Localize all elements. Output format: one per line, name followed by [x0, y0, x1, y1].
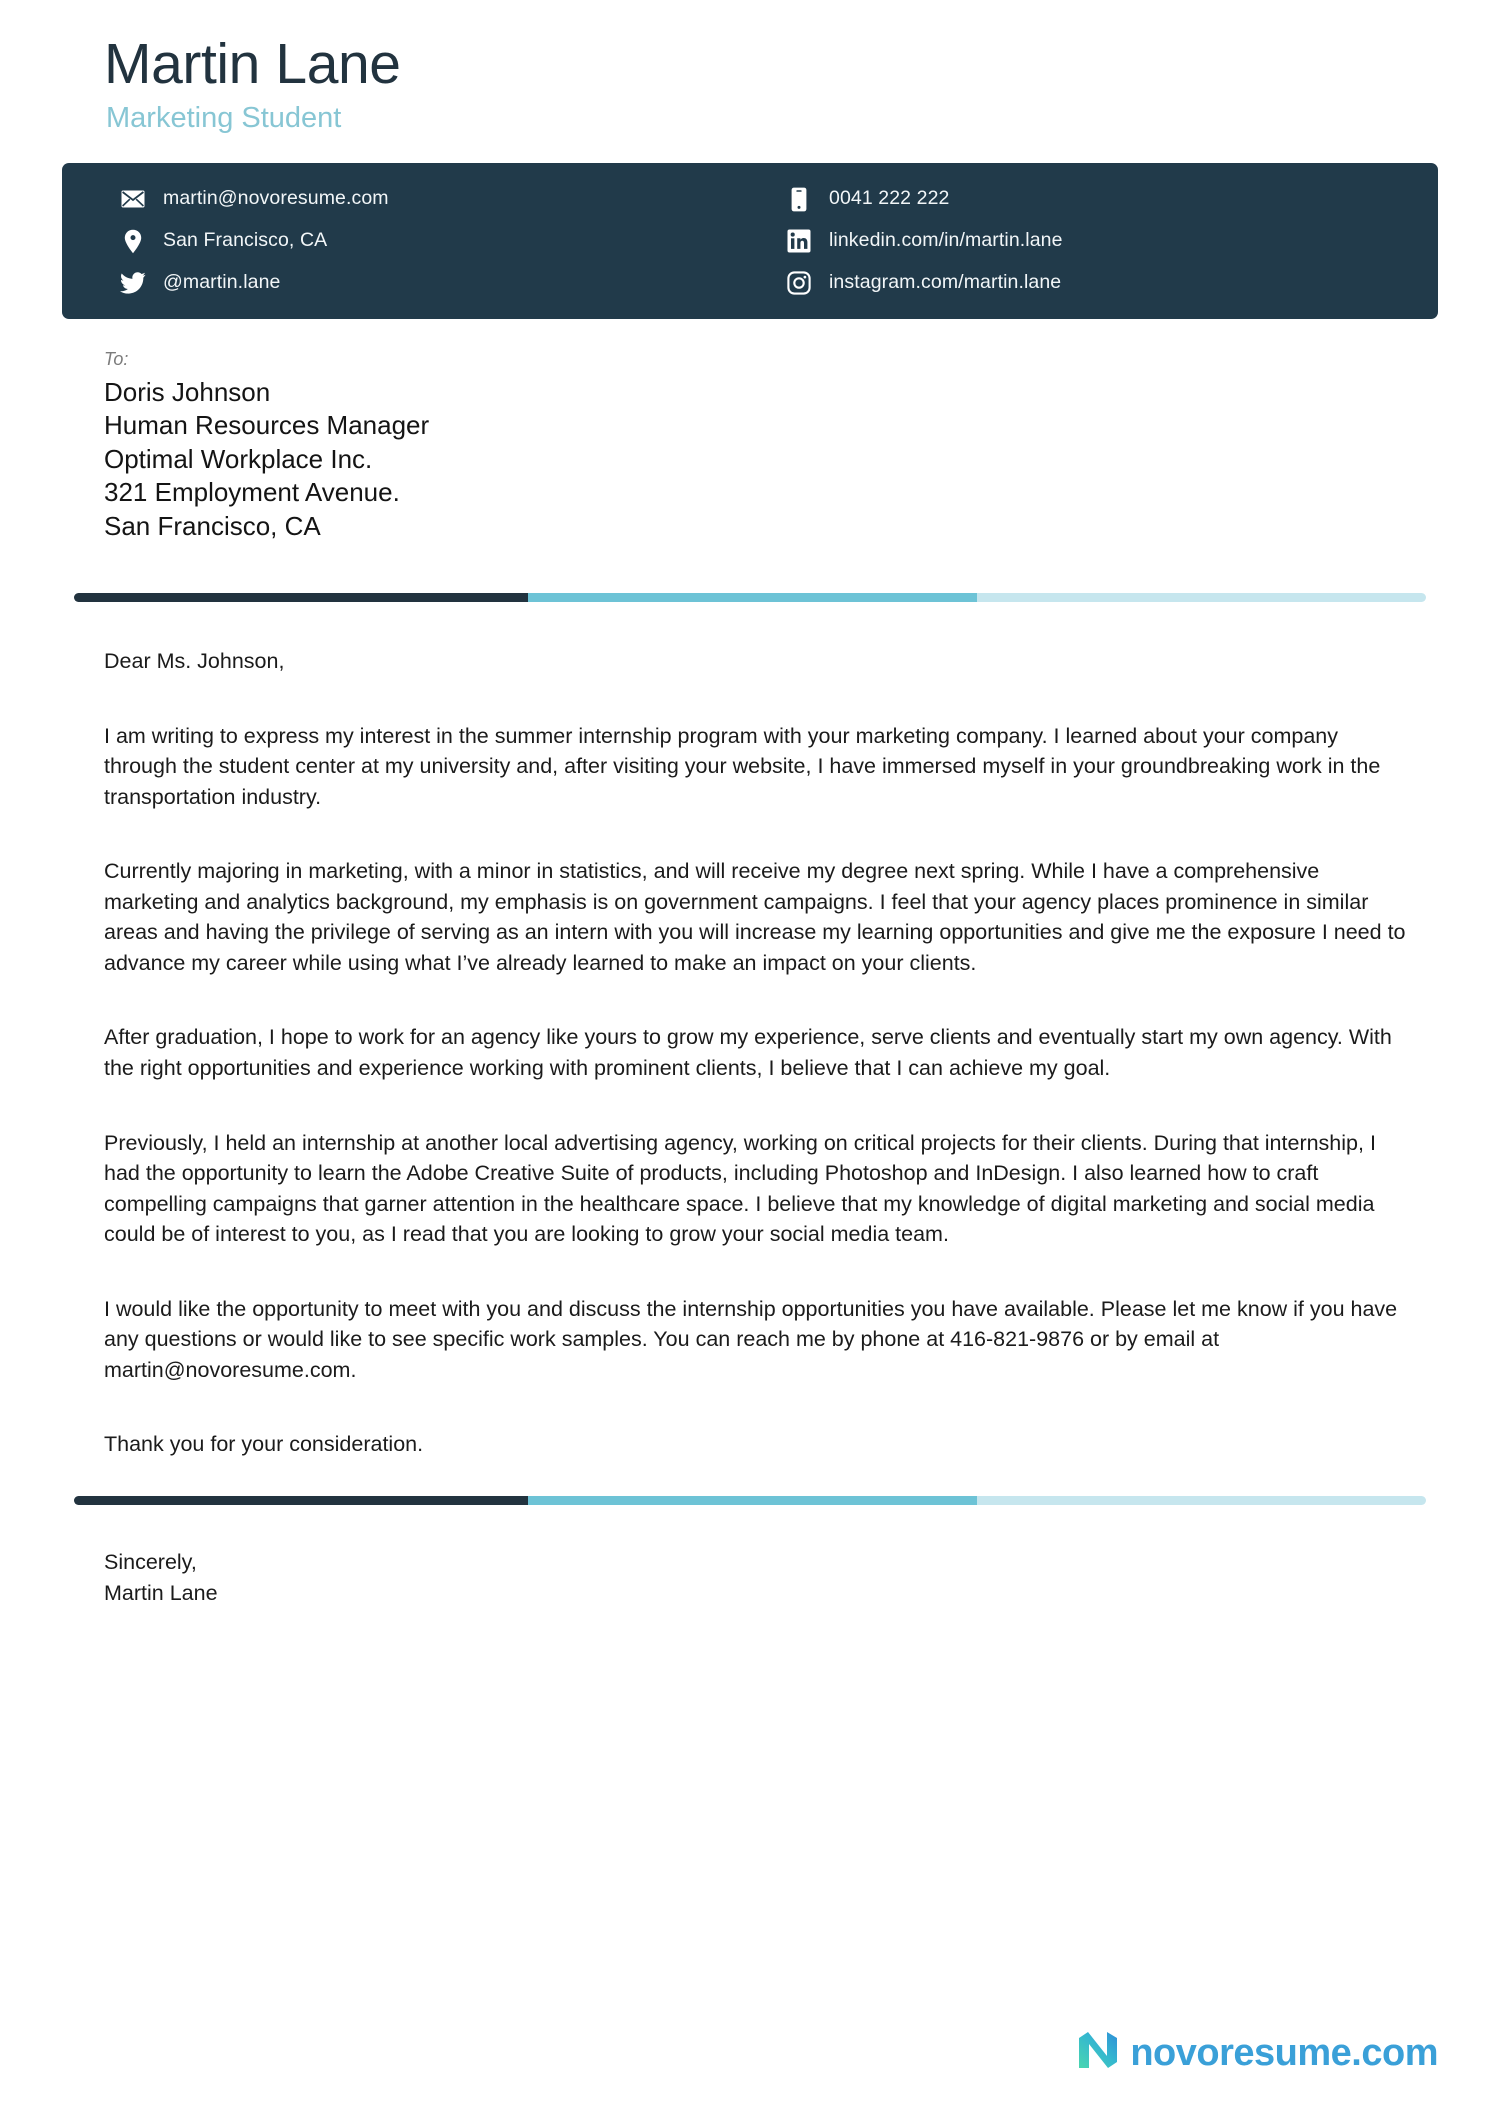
to-label: To: [104, 349, 129, 370]
applicant-tagline: Marketing Student [106, 102, 342, 135]
contact-linkedin-text: linkedin.com/in/martin.lane [829, 229, 1063, 252]
novoresume-n-icon [1076, 2029, 1120, 2076]
contact-item-location[interactable] [120, 227, 750, 255]
contact-bar [62, 163, 1438, 319]
contact-column-right [750, 185, 1438, 297]
contact-phone-text: 0041 222 222 [829, 187, 950, 210]
letter-paragraph-5: I would like the opportunity to meet with you and discuss the internship opportunities you have available. Please let me know if you have any questions or would like to see specific work samples. You can reach me by phone at 416-821-9876 or by email at martin@novoresume.com. [104, 1296, 1398, 1382]
contact-email-text: martin@novoresume.com [163, 187, 389, 210]
letter-paragraph-3: After graduation, I hope to work for an agency like yours to grow my experience, serve clients and eventually start my own agency. With the right opportunities and experience working with prominent clients, I believe that I can achieve my goal. [104, 1025, 1392, 1080]
signature-block [62, 1547, 1438, 1609]
recipient-street: 321 Employment Avenue. [104, 477, 400, 508]
divider-segment-light [977, 593, 1426, 602]
letter-paragraph-1: I am writing to express my interest in the summer internship program with your marketing company. I learned about your company through the student center at my university and, after visiting your website, I have immersed myself in your groundbreaking work in the transportation industry. [104, 723, 1381, 809]
divider-segment-mid [528, 593, 977, 602]
closing-line: Sincerely, [104, 1549, 197, 1574]
divider-segment-dark [74, 593, 528, 602]
envelope-icon [120, 186, 146, 212]
mobile-phone-icon [786, 186, 812, 212]
divider-top [74, 593, 1426, 602]
twitter-icon [120, 270, 146, 296]
contact-location-text: San Francisco, CA [163, 229, 328, 252]
contact-item-linkedin[interactable] [786, 227, 1438, 255]
signer-name: Martin Lane [104, 1580, 218, 1605]
linkedin-icon [786, 228, 812, 254]
letter-greeting: Dear Ms. Johnson, [104, 649, 285, 674]
letter-paragraph-2: Currently majoring in marketing, with a minor in statistics, and will receive my degree next spring. While I have a comprehensive marketing and analytics background, my emphasis is on government campaigns. I feel that your agency places prominence in similar areas and having the privilege of serving as an intern with you will increase my learning opportunities and give me the exposure I need to advance my career while using what I’ve already learned to make an impact on your clients. [104, 859, 1406, 975]
divider-segment-light [977, 1496, 1426, 1505]
novoresume-logo[interactable] [1076, 2029, 1438, 2076]
recipient-company: Optimal Workplace Inc. [104, 443, 373, 474]
contact-column-left [62, 185, 750, 297]
divider-bottom [74, 1496, 1426, 1505]
recipient-title: Human Resources Manager [104, 410, 430, 441]
recipient-name: Doris Johnson [104, 376, 271, 407]
recipient-city: San Francisco, CA [104, 510, 321, 541]
letter-header [62, 0, 1438, 138]
instagram-icon [786, 270, 812, 296]
location-pin-icon [120, 228, 146, 254]
contact-item-twitter[interactable] [120, 269, 750, 297]
contact-item-email[interactable] [120, 185, 750, 213]
contact-item-instagram[interactable] [786, 269, 1438, 297]
letter-paragraph-4: Previously, I held an internship at another local advertising agency, working on critical projects for their clients. During that internship, I had the opportunity to learn the Adobe Creative Suite of products, including Photoshop and InDesign. I also learned how to craft compelling campaigns that garner attention in the healthcare space. I believe that my knowledge of digital marketing and social media could be of interest to you, as I read that you are looking to grow your social media team. [104, 1130, 1376, 1247]
divider-segment-mid [528, 1496, 977, 1505]
novoresume-logo-text: novoresume.com [1130, 2031, 1438, 2074]
divider-segment-dark [74, 1496, 528, 1505]
contact-instagram-text: instagram.com/martin.lane [829, 271, 1062, 294]
contact-twitter-text: @martin.lane [163, 271, 281, 294]
letter-thanks: Thank you for your consideration. [104, 1432, 424, 1457]
contact-item-phone[interactable] [786, 185, 1438, 213]
recipient-block [62, 349, 1438, 543]
letter-body [62, 646, 1438, 1459]
applicant-name: Martin Lane [104, 32, 401, 96]
